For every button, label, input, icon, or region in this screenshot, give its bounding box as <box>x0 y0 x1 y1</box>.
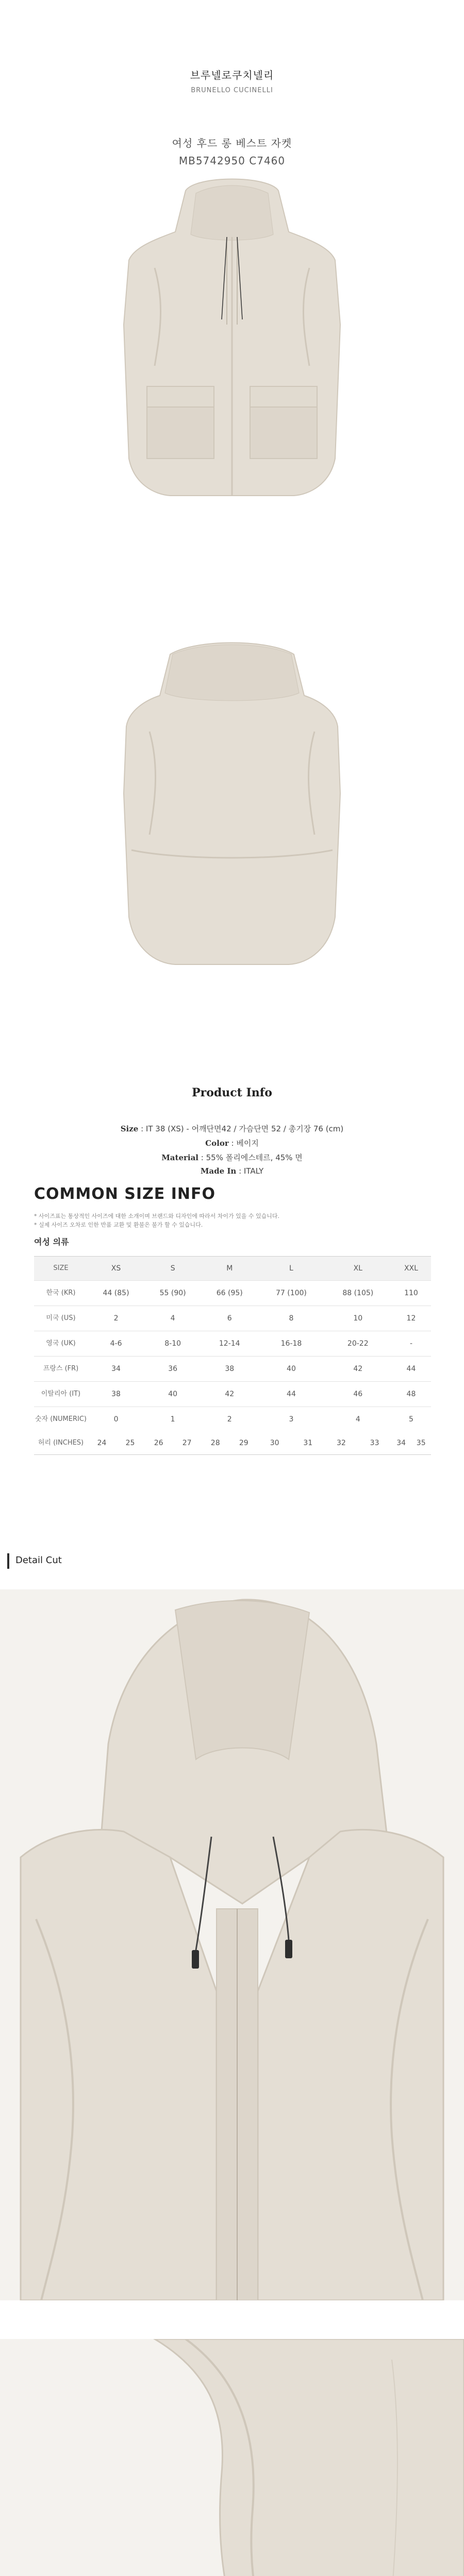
size-header-cell: M <box>201 1257 258 1281</box>
size-cell: 88 (105) <box>325 1281 391 1306</box>
detail-hood-image <box>0 1589 464 2300</box>
inch-cell: 28 <box>201 1432 229 1455</box>
size-table-header <box>34 1257 431 1281</box>
inch-cell: 31 <box>291 1432 325 1455</box>
size-cell: 36 <box>144 1357 201 1382</box>
size-cell: 2 <box>88 1306 144 1331</box>
size-row-fr <box>34 1357 431 1382</box>
size-cell: 16-18 <box>258 1331 324 1357</box>
size-cell: 110 <box>391 1281 431 1306</box>
size-row-label: 숫자 (NUMERIC) <box>34 1407 88 1432</box>
size-cell: 0 <box>88 1407 144 1432</box>
size-cell: 4 <box>144 1306 201 1331</box>
vest-back <box>124 643 340 965</box>
size-cell: 12-14 <box>201 1331 258 1357</box>
inch-cell: 26 <box>144 1432 173 1455</box>
size-cell: 46 <box>325 1382 391 1407</box>
info-size-line <box>0 1123 464 1134</box>
size-cell: 10 <box>325 1306 391 1331</box>
inch-cell: 30 <box>258 1432 291 1455</box>
info-color-value: : 베이지 <box>231 1139 259 1148</box>
size-cell: 44 (85) <box>88 1281 144 1306</box>
size-cell: 34 <box>88 1357 144 1382</box>
inch-cell: 27 <box>173 1432 201 1455</box>
product-back-image <box>0 639 464 979</box>
size-notes <box>34 1212 436 1229</box>
inch-cell: 32 <box>325 1432 358 1455</box>
info-made-line <box>0 1166 464 1176</box>
vest-front <box>124 179 340 496</box>
size-row-uk <box>34 1331 431 1357</box>
info-size-label: Size <box>120 1124 139 1133</box>
size-cell: 1 <box>144 1407 201 1432</box>
inch-cell: 33 <box>358 1432 391 1455</box>
size-info-title: COMMON SIZE INFO <box>34 1185 216 1203</box>
size-cell: 8-10 <box>144 1331 201 1357</box>
inch-cell: 34 <box>391 1432 411 1455</box>
size-header-cell: S <box>144 1257 201 1281</box>
info-color-line <box>0 1138 464 1148</box>
size-cell: 6 <box>201 1306 258 1331</box>
info-size-value: : IT 38 (XS) - 어깨단면42 / 가슴단면 52 / 총기장 76 (cm) <box>141 1124 344 1133</box>
brand-name-en: BRUNELLO CUCINELLI <box>191 87 273 94</box>
info-made-value: : ITALY <box>239 1166 264 1176</box>
size-section-title: 여성 의류 <box>34 1237 69 1247</box>
size-cell: 44 <box>391 1357 431 1382</box>
size-table <box>34 1256 431 1455</box>
size-row-it <box>34 1382 431 1407</box>
size-cell: 55 (90) <box>144 1281 201 1306</box>
size-cell: 8 <box>258 1306 324 1331</box>
size-cell: 12 <box>391 1306 431 1331</box>
size-row-label: 미국 (US) <box>34 1306 88 1331</box>
size-row-numeric <box>34 1407 431 1432</box>
size-note: * 실제 사이즈 오차로 인한 반품 교환 및 환불은 불가 할 수 있습니다. <box>34 1222 203 1228</box>
size-row-label: 프랑스 (FR) <box>34 1357 88 1382</box>
size-cell: 40 <box>258 1357 324 1382</box>
size-header-cell: SIZE <box>34 1257 88 1281</box>
inch-cell: 24 <box>88 1432 116 1455</box>
size-row-us <box>34 1306 431 1331</box>
size-cell: 4 <box>325 1407 391 1432</box>
size-note: * 사이즈표는 통상적인 사이즈에 대한 소개이며 브랜드와 디자인에 따라서 차이가 있을 수 있습니다. <box>34 1213 279 1219</box>
size-cell: 20-22 <box>325 1331 391 1357</box>
inch-cell: 35 <box>411 1432 431 1455</box>
size-header-cell: L <box>258 1257 324 1281</box>
size-header-cell: XXL <box>391 1257 431 1281</box>
inch-cell: 29 <box>229 1432 258 1455</box>
detail-marker <box>7 1553 9 1569</box>
size-cell: 38 <box>88 1382 144 1407</box>
size-cell: 44 <box>258 1382 324 1407</box>
size-cell: 42 <box>201 1382 258 1407</box>
size-cell: 40 <box>144 1382 201 1407</box>
detail-cut-label: Detail Cut <box>15 1555 62 1566</box>
product-name: 여성 후드 롱 베스트 자켓 <box>172 137 292 149</box>
brand-name-kr: 브루넬로쿠치넬리 <box>190 69 274 81</box>
size-row-label: 영국 (UK) <box>34 1331 88 1357</box>
size-cell: 77 (100) <box>258 1281 324 1306</box>
info-made-label: Made In <box>200 1166 237 1176</box>
size-cell: 4-6 <box>88 1331 144 1357</box>
detail-armhole-image <box>0 2339 464 2576</box>
product-front-image <box>0 170 464 515</box>
size-row-kr <box>34 1281 431 1306</box>
size-cell: 38 <box>201 1357 258 1382</box>
size-cell: 3 <box>258 1407 324 1432</box>
product-info-title: Product Info <box>192 1086 272 1099</box>
info-color-label: Color <box>205 1139 229 1148</box>
info-material-label: Material <box>161 1153 199 1162</box>
size-row-label: 허리 (INCHES) <box>34 1432 88 1455</box>
size-row-label: 한국 (KR) <box>34 1281 88 1306</box>
size-header-cell: XL <box>325 1257 391 1281</box>
size-row-inches <box>34 1432 431 1455</box>
info-material-line <box>0 1152 464 1163</box>
size-cell: 48 <box>391 1382 431 1407</box>
info-material-value: : 55% 폴리에스테르, 45% 면 <box>201 1153 303 1162</box>
size-cell: 42 <box>325 1357 391 1382</box>
size-row-label: 이탈리아 (IT) <box>34 1382 88 1407</box>
size-cell: 66 (95) <box>201 1281 258 1306</box>
size-cell: 2 <box>201 1407 258 1432</box>
size-header-cell: XS <box>88 1257 144 1281</box>
size-cell: 5 <box>391 1407 431 1432</box>
inch-cell: 25 <box>116 1432 144 1455</box>
product-code: MB5742950 C7460 <box>178 155 286 167</box>
size-cell: - <box>391 1331 431 1357</box>
